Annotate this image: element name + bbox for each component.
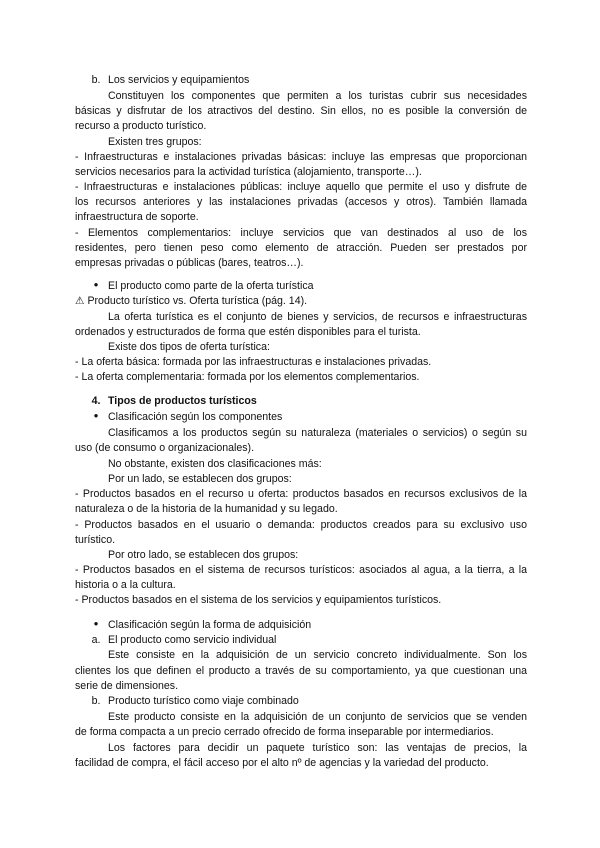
paragraph-line: ordenados y estructurados de forma que estén disponibles para el turista.: [75, 326, 421, 338]
paragraph-line: Por otro lado, se establecen dos grupos:: [108, 549, 299, 561]
paragraph-line: recurso a producto turístico.: [75, 120, 207, 132]
paragraph-line: básicas y disfrutar de los atractivos del destino. Sin ellos, no es posible la conversión de: [75, 105, 527, 117]
bullet-icon: ●: [93, 411, 99, 420]
list-line: - Productos basados en el recurso u oferta: productos basados en recursos exclusivos de la: [75, 488, 527, 500]
list-line: los recursos anteriores y las instalaciones privadas (accesos y otros). También llamada: [75, 196, 527, 208]
list-marker: a.: [91, 634, 101, 646]
paragraph-line: uso (de consumo o organizacionales).: [75, 442, 255, 454]
subsection-heading: El producto como servicio individual: [108, 634, 277, 646]
list-marker: b.: [91, 74, 101, 86]
paragraph-line: serie de dimensiones.: [75, 680, 179, 692]
list-marker: b.: [91, 695, 101, 707]
list-line: - La oferta complementaria: formada por los elementos complementarios.: [75, 371, 420, 383]
list-line: residentes, pero tienen peso como elemento de atracción. Pueden ser prestados por: [75, 242, 527, 254]
paragraph-line: Los factores para decidir un paquete turístico son: las ventajas de precios, la: [108, 742, 527, 754]
list-line: - Elementos complementarios: incluye servicios que van destinados al uso de los: [75, 227, 527, 239]
list-line: - Infraestructuras e instalaciones privadas básicas: incluye las empresas que proporcionan: [75, 151, 527, 163]
list-line: infraestructura de soporte.: [75, 211, 199, 223]
paragraph-line: Constituyen los componentes que permiten a los turistas cubrir sus necesidades: [108, 90, 527, 102]
warning-text: Producto turístico vs. Oferta turística (pág. 14).: [87, 295, 308, 307]
bullet-heading: El producto como parte de la oferta turística: [108, 280, 314, 292]
paragraph-line: Este consiste en la adquisición de un servicio concreto individualmente. Son los: [108, 649, 527, 661]
list-line: - La oferta básica: formada por las infraestructuras e instalaciones privadas.: [75, 356, 432, 368]
paragraph-line: Por un lado, se establecen dos grupos:: [108, 473, 292, 485]
bullet-icon: ●: [93, 619, 99, 628]
subsection-heading: Producto turístico como viaje combinado: [108, 695, 299, 707]
paragraph-line: facilidad de compra, el fácil acceso por el alto nº de agencias y la variedad del producto.: [75, 757, 489, 769]
paragraph-line: Este producto consiste en la adquisición de un conjunto de servicios que se venden: [108, 711, 527, 723]
paragraph-line: Existen tres grupos:: [108, 136, 202, 148]
paragraph-line: de forma compacta a un precio cerrado ofrecido de forma inseparable por intermediarios.: [75, 726, 494, 738]
list-line: - Productos basados en el sistema de recursos turísticos: asociados al agua, a la tierra, a la: [75, 564, 527, 576]
subsection-heading: Los servicios y equipamientos: [108, 74, 250, 86]
paragraph-line: No obstante, existen dos clasificaciones más:: [108, 458, 322, 470]
section-heading: Tipos de productos turísticos: [108, 395, 257, 407]
paragraph-line: La oferta turística es el conjunto de bienes y servicios, de recursos e infraestructuras: [108, 311, 527, 323]
list-line: - Productos basados en el usuario o demanda: productos creados para su exclusivo uso: [75, 519, 527, 531]
list-line: - Productos basados en el sistema de los servicios y equipamientos turísticos.: [75, 594, 442, 606]
paragraph-line: clientes los que definen el producto a través de su comportamiento, ya que cuestionan una: [75, 665, 527, 677]
warning-icon: ⚠: [75, 295, 85, 307]
list-line: - Infraestructuras e instalaciones públicas: incluye aquello que permite el uso y disfrute de: [75, 181, 527, 193]
bullet-icon: ●: [93, 280, 99, 289]
list-line: servicios necesarios para la actividad turística (alojamiento, transporte…).: [75, 166, 422, 178]
section-number: 4.: [91, 395, 101, 407]
list-line: empresas privadas o públicas (bares, teatros…).: [75, 257, 304, 269]
list-line: historia o a la cultura.: [75, 579, 176, 591]
bullet-heading: Clasificación según los componentes: [108, 411, 283, 423]
paragraph-line: Existe dos tipos de oferta turística:: [108, 341, 270, 353]
bullet-heading: Clasificación según la forma de adquisición: [108, 619, 312, 631]
warning-line: [75, 295, 527, 308]
paragraph-line: Clasificamos a los productos según su naturaleza (materiales o servicios) o según su: [108, 427, 527, 439]
list-line: naturaleza o de la historia de la humanidad y su legado.: [75, 503, 338, 515]
list-line: turístico.: [75, 534, 116, 546]
